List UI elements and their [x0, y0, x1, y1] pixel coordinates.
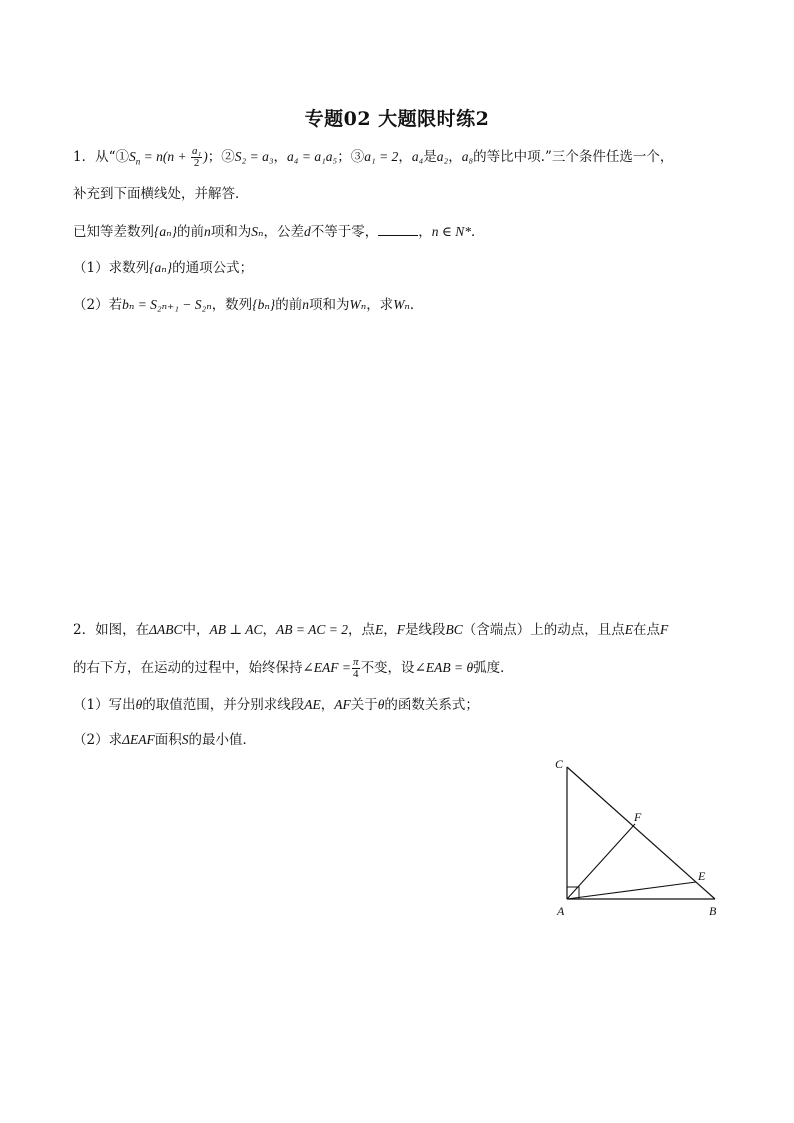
q1-c1-fraction: [191, 146, 202, 169]
q1-c1-Ssub: n: [135, 156, 141, 167]
q1-l3-text-b: 的前: [177, 224, 205, 240]
q2-l1-E: E: [374, 622, 384, 637]
q1-c1-frac-num: a₁: [191, 145, 202, 157]
q1-c2-comma: ，: [273, 149, 288, 165]
q1-c3-a8: a₈: [461, 149, 474, 164]
q1-l3-text-g: ．: [471, 224, 485, 240]
q2-p2-tri: ΔEAF: [122, 732, 155, 747]
q2-l2-fraction: [352, 657, 360, 680]
q1-p2-text-a: （2）若: [73, 297, 123, 313]
segment-AF: [567, 824, 635, 899]
q2-l1-tri: ΔABC: [149, 622, 183, 637]
q1-p2-W2: Wₙ: [393, 297, 410, 312]
triangle-figure: [550, 752, 730, 927]
q1-sep2: ；: [337, 149, 351, 165]
q2-l1-perp: AB ⊥ AC: [209, 622, 263, 637]
q2-l1-text-a: 2．如图，在: [73, 622, 150, 638]
q2-p2-S: S: [181, 732, 189, 747]
q1-sep1: ；: [207, 149, 222, 165]
q1-p2-text-f: ．: [409, 297, 424, 313]
q2-l1-F: F: [396, 622, 405, 637]
q1-p2-seq: {bₙ}: [252, 297, 276, 312]
q1-l3-text-e: 不等于零，: [310, 224, 379, 240]
q1-c3-label: ③: [350, 149, 365, 165]
q2-l1-text-f: 是线段: [404, 622, 446, 638]
q1-line-3: [73, 222, 485, 242]
q1-c3-expr1: a₁ = 2: [364, 149, 399, 164]
q2-p1-theta2: θ: [377, 697, 385, 712]
q1-c3-comma: ，: [398, 149, 412, 165]
q1-tail: .”三个条件任选一个，: [540, 149, 674, 165]
q1-answer-blank: [378, 223, 418, 236]
q1-l3-S: Sₙ: [251, 224, 264, 239]
q2-l2-angle2: ∠EAB = θ: [414, 660, 474, 675]
q2-l1-text-d: ，点: [347, 622, 375, 638]
q1-p2-text-c: 的前: [275, 297, 303, 313]
q1-p1-seq: {aₙ}: [149, 260, 173, 275]
q1-p2-n: n: [302, 297, 309, 312]
q1-p1-text-a: （1）求数列: [73, 260, 150, 276]
q2-l1-F2: F: [659, 622, 669, 637]
label-C: C: [555, 757, 564, 771]
q2-p1-text-d: 关于: [350, 697, 378, 713]
q2-p1-theta: θ: [135, 697, 143, 712]
q1-l3-text-f: ，: [418, 224, 432, 240]
segment-BC: [567, 767, 715, 899]
q1-part-1: [73, 258, 253, 278]
q2-l1-text-c: ，: [262, 622, 276, 638]
q2-l1-text-b: 中，: [182, 622, 210, 638]
q2-l2-text-c: 弧度．: [473, 660, 514, 676]
q1-p1-text-b: 的通项公式；: [172, 260, 254, 276]
q1-l3-n: n: [204, 224, 211, 239]
q1-c1-close: ): [203, 149, 208, 164]
q1-c1-label: ①: [115, 149, 129, 165]
q1-l3-nset: n ∈ N*: [431, 224, 472, 239]
q1-part-2: [73, 295, 423, 315]
q2-l1-E2: E: [624, 622, 633, 637]
q2-p2-text-c: 的最小值．: [188, 732, 257, 748]
q2-l2-frac-den: 4: [353, 668, 359, 680]
q1-l3-seq: {aₙ}: [154, 224, 178, 239]
q1-c1-frac-den: 2: [193, 157, 200, 169]
label-A: A: [557, 904, 565, 918]
q1-l3-dvar: d: [304, 224, 311, 239]
q2-p1-text-a: （1）写出: [73, 697, 136, 713]
q1-c1-eq: = n(n +: [140, 149, 190, 164]
q1-c2-expr2: a₄ = a₁a₅: [287, 149, 338, 164]
q1-p2-expr: bₙ = S₂ₙ₊₁ − S₂ₙ: [122, 297, 212, 312]
q2-p1-text-c: ，: [320, 697, 335, 713]
q1-p2-text-b: ，数列: [211, 297, 253, 313]
q2-l2-frac-num: π: [353, 656, 359, 668]
q2-l1-BC: BC: [445, 622, 463, 637]
q2-l2-angle: ∠EAF =: [302, 660, 352, 675]
q1-p2-text-e: ，求: [366, 297, 394, 313]
q1-number: 1．从“: [73, 149, 116, 165]
q1-line-2: 补充到下面横线处，并解答．: [73, 186, 249, 202]
q2-l1-eq: AB = AC = 2: [275, 622, 348, 637]
q2-l1-text-g: （含端点）上的动点，且点: [462, 622, 625, 638]
q2-p2-text-a: （2）求: [73, 732, 123, 748]
label-B: B: [709, 904, 717, 918]
q2-l2-text-b: 不变，设: [360, 660, 415, 676]
segment-AE: [567, 882, 696, 899]
q1-c3-mid: 的等比中项: [473, 149, 541, 165]
q1-c2-expr1: S₂ = a₃: [234, 149, 274, 164]
q2-part-1: [73, 695, 479, 715]
q1-c3-comma2: ，: [448, 149, 462, 165]
q2-l1-text-e: ，: [383, 622, 397, 638]
q1-l3-text-c: 项和为: [210, 224, 252, 240]
page-title: 专题02 大题限时练2: [304, 108, 490, 130]
q2-p1-AF: AF: [334, 697, 351, 712]
q2-l2-text-a: 的右下方，在运动的过程中，始终保持: [73, 660, 303, 676]
q1-c3-a4: a₄: [411, 149, 424, 164]
q1-p2-text-d: 项和为: [308, 297, 350, 313]
q1-c3-is: 是: [423, 149, 437, 165]
q1-p2-W: Wₙ: [349, 297, 367, 312]
q2-p1-text-e: 的函数关系式；: [384, 697, 479, 713]
label-E: E: [698, 869, 706, 883]
q2-p2-text-b: 面积: [154, 732, 182, 748]
q1-c1-S: S: [129, 149, 136, 164]
label-F: F: [634, 810, 642, 824]
q2-l1-text-h: 在点: [632, 622, 660, 638]
q1-c3-a2: a₂: [436, 149, 449, 164]
q1-line-1: [73, 146, 673, 172]
q2-line-1: [73, 620, 668, 640]
q2-p1-text-b: 的取值范围，并分别求线段: [142, 697, 305, 713]
q2-p1-AE: AE: [304, 697, 321, 712]
q1-l3-text-a: 已知等差数列: [73, 224, 154, 240]
q1-l3-text-d: ，公差: [263, 224, 305, 240]
q1-c2-label: ②: [221, 149, 235, 165]
q2-part-2: [73, 730, 256, 750]
q2-line-2: [73, 657, 514, 680]
